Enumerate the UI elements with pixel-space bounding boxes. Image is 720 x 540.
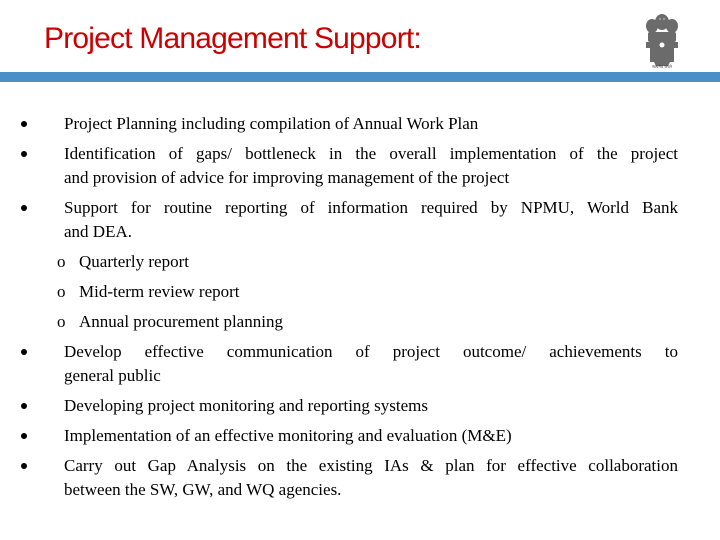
line: and provision of advice for improving management of the project (64, 168, 510, 187)
sub-bullet-marker: o (57, 282, 66, 301)
list-item-text (64, 424, 678, 448)
line: between the SW, GW, and WQ agencies. (64, 480, 342, 499)
line: Project Planning including compilation of Annual Work Plan (64, 114, 479, 133)
list-item-text: Mid-term review report (79, 282, 240, 301)
line: Carry out Gap Analysis on the existing IAs & plan for effective collaboration (64, 456, 678, 475)
bullet-icon (21, 463, 27, 469)
line: Implementation of an effective monitoring and evaluation (M&E) (64, 426, 512, 445)
line: Support for routine reporting of information required by NPMU, World Bank (64, 198, 678, 217)
list-item-text (64, 196, 678, 244)
line: Develop effective communication of project outcome/ achievements to (64, 342, 678, 361)
emblem-caption: सत्यमेव जयते (652, 64, 672, 69)
list-item-text (64, 340, 678, 388)
list-item-text (64, 112, 678, 136)
list-item-text: Annual procurement planning (79, 312, 283, 331)
bullet-icon (21, 349, 27, 355)
sub-bullet-marker: o (57, 252, 66, 271)
bullet-icon (21, 151, 27, 157)
sub-bullet-marker: o (57, 312, 66, 331)
bullet-icon (21, 433, 27, 439)
line: and DEA. (64, 222, 132, 241)
line: Developing project monitoring and reporting systems (64, 396, 429, 415)
header-divider (0, 72, 720, 82)
bullet-icon (21, 403, 27, 409)
bullet-icon (21, 205, 27, 211)
line: Identification of gaps/ bottleneck in the overall implementation of the project (64, 144, 678, 163)
line: general public (64, 366, 161, 385)
list-item-text (64, 394, 678, 418)
bullet-icon (21, 121, 27, 127)
list-item-text: Quarterly report (79, 252, 189, 271)
slide-title: Project Management Support: (44, 22, 421, 55)
list-item-text (64, 454, 678, 502)
list-item-text (64, 142, 678, 190)
